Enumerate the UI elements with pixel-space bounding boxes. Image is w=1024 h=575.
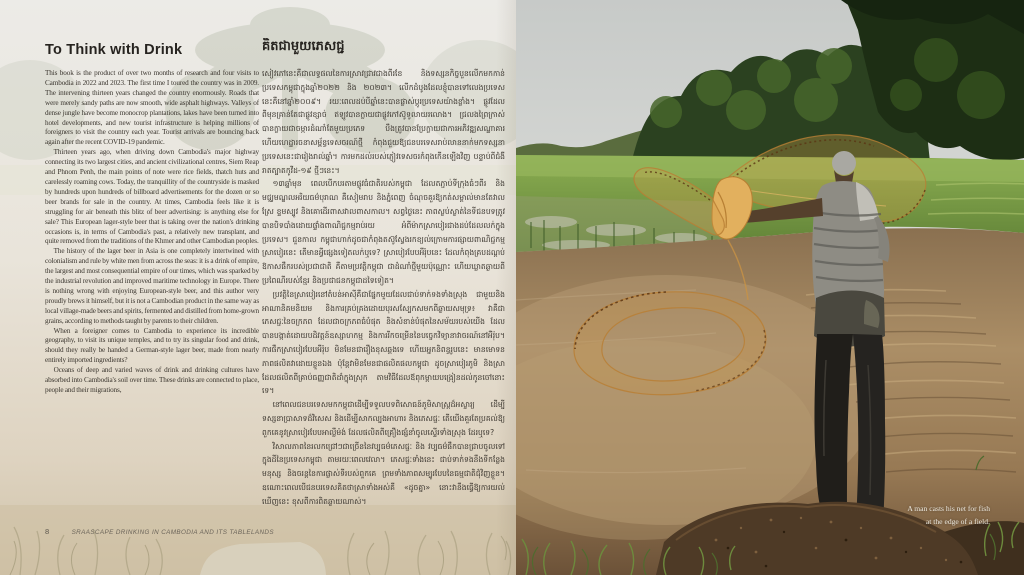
gray-hair-head xyxy=(832,151,856,175)
body-paragraph: This book is the product of over two months of research and four visits to Cambodia in 2022 and 2023. The first time I toured the country was in 2009. The intervening thirteen years changed the country enormously. Roads that were merely sandy paths are now smooth, wide asphalt highways. Valleys of dense jungle have become monocrop plantations, lakes have been turned into hotel developments, and new tourist infrastructure is helping millions of foreigners to visit the country each year. Tourist arrivals are bouncing back again after the recent COVID-19 pandemic. xyxy=(45,69,259,147)
body-paragraph-khmer: ១៣ឆ្នាំមុន ពេលបើកបរតាមផ្លូវធំជាតិរបស់កម្ពុជា ដែលតភ្ជាប់ទីក្រុងធំៗពីរ និងមជ្ឈមណ្ឌលអរិយធម៌បុរាណ គឺសៀមរាប និងភ្នំពេញ ចំណុចគួរឱ្យកត់សម្គាល់មានតែវាលស្រែ ខ្ទមស្បូវ និងគោដើរពាសវាលពាសកាល។ សព្វថ្ងៃនេះ ភាពស្ងប់ស្ងាត់នៃទីជនបទត្រូវបានបិទបាំងដោយផ្ទាំងពាណិជ្ជកម្មរាប់រយ អំពីម៉ាកស្រាបៀរជាងដប់ដែលលក់ក្នុងប្រទេស។ ជួនកាល កម្ពុជាហាក់ដូចជាកំពុងតស៊ូស្វែងរកខ្យល់ក្រោមការផ្សាយពាណិជ្ជកម្មស្រាបៀរនេះ តើមានអ្វីផ្សេងទៀតលក់ឬទេ? ស្រាបៀរបែបអឺរ៉ុបនេះ ដែលកំពុងគ្របដណ្ដប់ឱកាសផឹករបស់ប្រជាជាតិ គឺតាមប្រវត្តិកម្ពុជា ជាដំណាំថ្មីមួយប៉ុណ្ណោះ ហើយឃ្លាតឆ្ងាយពីប្រពៃណីរបស់ខ្មែរ និងប្រជាជនកម្ពុជាដទៃទៀត។ xyxy=(262,179,505,285)
chapter-title: To Think with Drink xyxy=(45,42,183,58)
body-paragraph-khmer: សៀវភៅនេះគឺជាលទ្ធផលនៃការស្រាវជ្រាវជាងពីរខែ និងទស្សនកិច្ចបួនលើកមកកាន់ប្រទេសកម្ពុជាក្នុងឆ្នាំ២០២២ និង ២០២៣។ លើកដំបូងដែលខ្ញុំបានទៅលេងប្រទេសនេះគឺនៅឆ្នាំ២០០៩។ រយៈពេលដប់បីឆ្នាំនេះបានផ្លាស់ប្ដូរប្រទេសយ៉ាងខ្លាំង។ ផ្លូវដែលពីមុនគ្រាន់តែជាផ្លូវខ្សាច់ ឥឡូវបានក្លាយជាផ្លូវកៅស៊ូទូលាយរលោង។ ជ្រលងព្រៃក្រាស់បានក្លាយជាចម្ការដំណាំតែមួយប្រភេទ បឹងត្រូវបានប្រែក្លាយជាការអភិវឌ្ឍសណ្ឋាគារ ហើយហេដ្ឋារចនាសម្ព័ន្ធទេសចរណ៍ថ្មី កំពុងជួយឱ្យជនបរទេសរាប់លាននាក់មកទស្សនាប្រទេសនេះជារៀងរាល់ឆ្នាំ។ ការមកដល់របស់ភ្ញៀវទេសចរកំពុងកើនឡើងវិញ បន្ទាប់ពីជំងឺរាតត្បាតកូវីដ-១៩ ថ្មីៗនេះ។ xyxy=(262,69,505,175)
body-paragraph: The history of the lager beer in Asia is one completely intertwined with colonialism and rule by white men from across the seas: it is a drink of empire, the largest and most consequential empire of our times, which was sparked by the industrial revolution and improved maritime technology in Europe. There is nothing wrong with enjoying European-style beer, and this author very proudly brews it himself, but it is not a Cambodian product in the same way as local village-made beers and spirits, fermented and distilled from home-grown grains, according to methods taught by parents to their children. xyxy=(45,247,259,325)
running-title: SRAASCAPE DRINKING IN CAMBODIA AND ITS TABLELANDS xyxy=(71,529,274,536)
right-page-photo xyxy=(516,0,1024,575)
caption-line-1: A man casts his net for fish xyxy=(907,504,990,513)
khmer-column xyxy=(262,38,505,530)
body-paragraph: When a foreigner comes to Cambodia to experience its incredible geography, to visit its unique temples, and to try its singular food and drink, should they really be handed a German-style lager beer, made from nearly entirely imported ingredients? xyxy=(45,326,259,365)
body-paragraph: Oceans of deep and varied waves of drink and drinking cultures have absorbed into Cambodia's soil over time. These drinks are connected to place, people and their migrations, xyxy=(45,366,259,394)
chapter-title-khmer: គិតជាមួយភេសជ្ជ xyxy=(262,39,345,54)
net-casting-photo xyxy=(516,0,1024,575)
body-paragraph-khmer: នៅពេលជនបរទេសមកកម្ពុជាដើម្បីទទួលបទពិសោធន៍ភូមិសាស្ត្រដ៏អស្ចារ្យ ដើម្បីទស្សនាប្រាសាទដ៏វិសេស និងដើម្បីសាកល្បងអាហារ និងភេសជ្ជៈ តើយើងគួរតែប្រគល់ឱ្យពួកគេនូវស្រាបៀរបែបអាល្លឺម៉ង់ ដែលផលិតពីគ្រឿងផ្សំនាំចូលស្ទើរទាំងស្រុង ដែរឬទេ? xyxy=(262,400,505,437)
english-column xyxy=(45,42,259,524)
photo-caption xyxy=(790,503,990,528)
body-paragraph: Thirteen years ago, when driving down Cambodia's major highway connecting its two largest cities, and ancient civilizational centres, Siem Reap and Phnom Penh, the main points of note were rice fields, thatch huts and carelessly roaming cows. Today, the tranquillity of the countryside is masked by hundreds upon hundreds of billboard advertisements for the dozen or so beer brands for sale in the country. At times, Cambodia feels like it is struggling for air beneath this blitz of beer advertising: is anything else for sale? This European lager-style beer that is taking over the nation's drinking occasions is, in terms of Cambodia's past, a relatively new transplant, and quite removed from the traditions of the Khmer and other Cambodian peoples. xyxy=(45,148,259,246)
body-paragraph-khmer: វិសាលភាពនៃរលកជ្រៅៗជាច្រើននៃវប្បធម៌ភេសជ្ជៈ និង វប្បធម៌ផឹកបានជ្រាបចូលទៅក្នុងដីនៃប្រទេសកម្ពុជា តាមរយៈពេលវេលា។ ភេសជ្ជៈទាំងនេះ ជាប់ទាក់ទងនឹងទីកន្លែង មនុស្ស និងចរន្តនៃការផ្លាស់ទីរបស់ពួកគេ ព្រមទាំងភាពសម្បូរបែបនៃធម្មជាតិជុំវិញខ្លួន។ ឧណោះពេលបើជនបរទេសគិតថាស្រាទាំងអស់គឺ «ដូចគ្នា» នោះវានឹងធ្វើឱ្យការយល់ឃើញនេះ ខុសពីការពិតឆ្ងាយណាស់។ xyxy=(262,441,505,506)
page-footer xyxy=(45,527,305,536)
body-paragraph-khmer: ប្រវត្តិនៃស្រាបៀរនៅតំបន់អាស៊ីគឺជាផ្នែកមួយដែលជាប់ទាក់ទងទាំងស្រុង ជាមួយនិងអាណានិគមនិយម និងការគ្រប់គ្រងដោយបុរសស្បែកសមកពីឆ្ងាយសមុទ្រ៖ វាគឺជាភេសជ្ជៈនៃចក្រភព ដែលជាចក្រភពធំបំផុត និងសំខាន់បំផុតនៃសម័យរបស់យើង ដែលបានបង្កាត់ដោយបដិវត្តន៍ឧស្សាហកម្ម និងការរីកចម្រើននៃបច្ចេកវិទ្យានាវាចរណ៍នៅអឺរ៉ុប។ ការផឹកស្រាបៀរបែបអឺរ៉ុប មិនមែនជារឿងខុសឆ្គងទេ ហើយអ្នកនិពន្ធរូបនេះ មានមោទនភាពផលិតវាដោយខ្លួនឯង ប៉ុន្តែវាមិនមែនជាផលិតផលកម្ពុជា ដូចស្រាបៀរភូមិ និងស្រាដែលផលិតពីគ្រាប់ធញ្ញជាតិដាំក្នុងស្រុក តាមវិធីដែលឪពុកម្ដាយបង្រៀនដល់កូនចៅនោះទេ។ xyxy=(262,289,505,396)
caption-line-2: at the edge of a field. xyxy=(925,516,990,526)
page-number: 8 xyxy=(45,527,50,536)
